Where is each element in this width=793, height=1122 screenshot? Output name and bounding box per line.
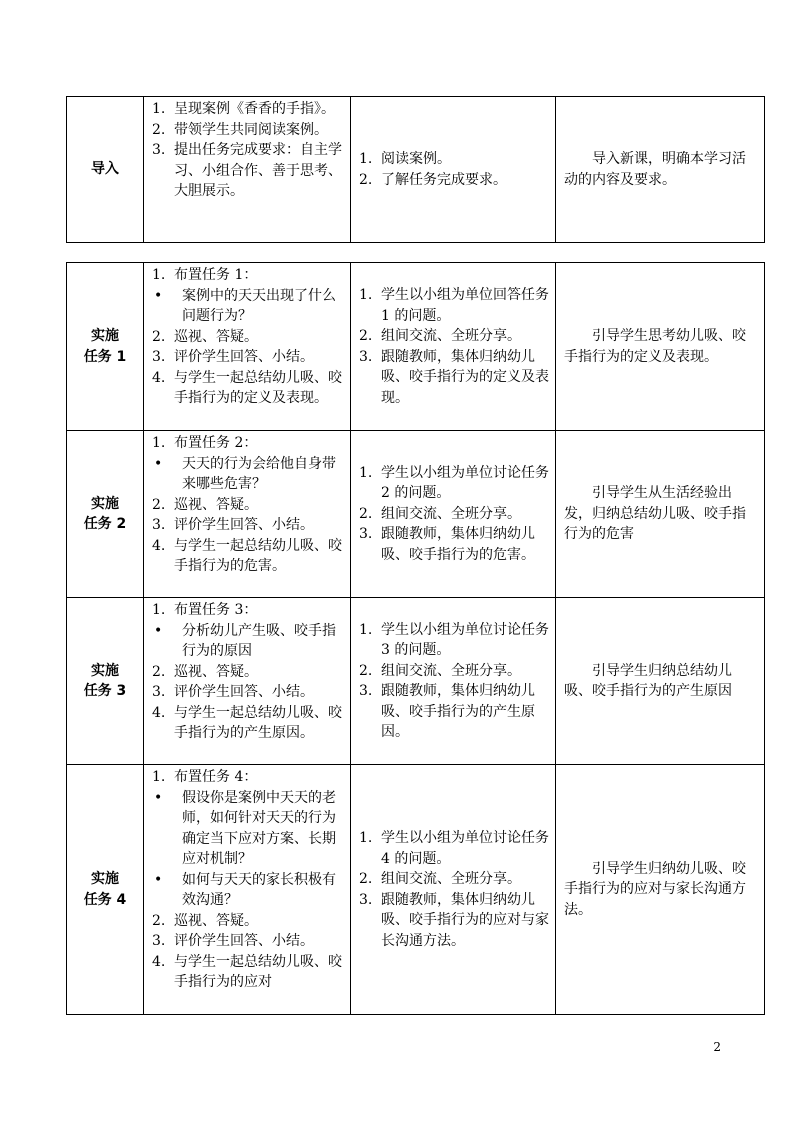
teacher-activity-cell xyxy=(144,431,351,598)
bullet-marker: • xyxy=(154,622,163,639)
list-item-text: 布置任务 2： xyxy=(174,435,258,451)
list-item-text: 假设你是案例中天天的老师，如何针对天天的行为确定当下应对方案、长期应对机制？ xyxy=(182,789,336,867)
list-item-text: 阅读案例。 xyxy=(381,151,451,167)
list-item-text: 组间交流、全班分享。 xyxy=(381,662,521,679)
stage-label: 实施 xyxy=(91,328,119,344)
list-item xyxy=(357,326,549,347)
purpose-text: 导入新课，明确本学习活动的内容及要求。 xyxy=(564,151,746,188)
list-number: 4. xyxy=(152,537,166,554)
list-number: 1. xyxy=(152,267,166,283)
list-item-text: 如何与天天的家长积极有效沟通？ xyxy=(182,871,336,908)
purpose-text: 引导学生归纳幼儿吸、咬手指行为的应对与家长沟通方法。 xyxy=(564,860,746,918)
stage-label: 实施 xyxy=(91,662,119,679)
list-item-text: 跟随教师，集体归纳幼儿吸、咬手指行为的应对与家长沟通方法。 xyxy=(381,891,549,949)
student-activity-cell xyxy=(351,431,556,598)
list-item-text: 学生以小组为单位讨论任务 4 的问题。 xyxy=(381,830,549,867)
purpose-cell xyxy=(556,263,765,431)
stage-label: 导入 xyxy=(91,161,119,178)
list-item-text: 学生以小组为单位讨论任务 3 的问题。 xyxy=(381,621,549,658)
list-item xyxy=(150,265,344,286)
list-item xyxy=(150,120,344,141)
list-item-text: 布置任务 1： xyxy=(174,267,258,283)
stage-cell xyxy=(67,765,144,1015)
page-number: 2 xyxy=(713,1040,721,1054)
list-item-text: 提出任务完成要求：自主学习、小组合作、善于思考、大胆展示。 xyxy=(174,142,342,199)
list-item-text: 巡视、答疑。 xyxy=(174,328,258,345)
list-item-text: 学生以小组为单位回答任务 1 的问题。 xyxy=(381,287,549,324)
intro-table xyxy=(66,96,765,243)
list-number: 3. xyxy=(359,526,373,543)
list-number: 2. xyxy=(152,121,166,138)
list-item xyxy=(357,149,549,170)
list-number: 1. xyxy=(152,435,166,451)
list-item xyxy=(150,140,344,202)
list-number: 2. xyxy=(359,871,373,887)
stage-cell xyxy=(67,598,144,765)
table-row xyxy=(67,765,765,1015)
list-item-text: 评价学生回答、小结。 xyxy=(174,349,314,365)
stage-cell xyxy=(67,263,144,431)
stage-cell xyxy=(67,431,144,598)
list-item-text: 布置任务 4： xyxy=(174,769,258,785)
list-item xyxy=(150,788,344,870)
list-item-text: 带领学生共同阅读案例。 xyxy=(174,121,328,138)
list-item-text: 跟随教师，集体归纳幼儿吸、咬手指行为的危害。 xyxy=(381,526,535,563)
list-item-text: 巡视、答疑。 xyxy=(174,496,258,513)
table-row xyxy=(67,431,765,598)
stage-label: 实施 xyxy=(91,871,119,887)
list-number: 3. xyxy=(152,933,166,949)
list-number: 2. xyxy=(152,663,166,680)
list-item xyxy=(150,703,344,744)
list-number: 1. xyxy=(359,830,373,846)
list-number: 1. xyxy=(359,151,373,167)
list-item xyxy=(357,661,549,682)
list-item xyxy=(150,682,344,703)
list-item xyxy=(150,495,344,516)
purpose-cell xyxy=(556,598,765,765)
list-item xyxy=(150,454,344,495)
list-number: 1. xyxy=(359,464,373,481)
stage-cell xyxy=(67,97,144,243)
list-item xyxy=(150,931,344,952)
teacher-activity-cell xyxy=(144,598,351,765)
student-activity-cell xyxy=(351,765,556,1015)
purpose-cell xyxy=(556,765,765,1015)
table-row xyxy=(67,263,765,431)
list-item xyxy=(357,170,549,191)
list-item-text: 学生以小组为单位讨论任务 2 的问题。 xyxy=(381,464,549,502)
list-item xyxy=(150,286,344,327)
list-item-text: 布置任务 3： xyxy=(174,602,258,618)
purpose-text: 引导学生归纳总结幼儿吸、咬手指行为的产生原因 xyxy=(564,662,732,699)
list-item-text: 跟随教师，集体归纳幼儿吸、咬手指行为的定义及表现。 xyxy=(381,348,549,406)
list-item-text: 巡视、答疑。 xyxy=(174,912,258,929)
list-item xyxy=(357,524,549,565)
list-number: 3. xyxy=(359,348,373,365)
stage-label: 实施 xyxy=(91,495,119,512)
list-number: 2. xyxy=(152,328,166,345)
teacher-activity-cell xyxy=(144,765,351,1015)
list-number: 3. xyxy=(152,142,166,158)
list-number: 4. xyxy=(152,704,166,721)
list-item-text: 巡视、答疑。 xyxy=(174,663,258,680)
list-number: 2. xyxy=(152,912,166,929)
list-item xyxy=(357,620,549,661)
list-item xyxy=(357,890,549,952)
list-item-text: 分析幼儿产生吸、咬手指行为的原因 xyxy=(182,622,336,659)
list-item xyxy=(150,621,344,662)
list-item xyxy=(150,515,344,536)
student-activity-cell xyxy=(351,598,556,765)
table-row xyxy=(67,598,765,765)
list-item-text: 评价学生回答、小结。 xyxy=(174,933,314,949)
list-item xyxy=(357,869,549,890)
purpose-cell xyxy=(556,97,765,243)
purpose-text: 引导学生从生活经验出发，归纳总结幼儿吸、咬手指行为的危害 xyxy=(564,485,746,543)
list-item xyxy=(150,536,344,577)
list-number: 2. xyxy=(152,496,166,513)
list-item xyxy=(150,952,344,993)
list-item xyxy=(357,504,549,525)
bullet-marker: • xyxy=(154,455,163,472)
list-number: 1. xyxy=(152,769,166,785)
list-item xyxy=(357,347,549,409)
bullet-marker: • xyxy=(154,287,163,304)
teacher-activity-cell xyxy=(144,97,351,243)
tasks-table xyxy=(66,262,765,1015)
list-item xyxy=(357,681,549,743)
list-item xyxy=(150,99,344,120)
list-item-text: 评价学生回答、小结。 xyxy=(174,684,314,700)
list-item-text: 跟随教师，集体归纳幼儿吸、咬手指行为的产生原因。 xyxy=(381,683,535,740)
list-item-text: 组间交流、全班分享。 xyxy=(381,328,521,344)
list-number: 3. xyxy=(152,684,166,700)
list-number: 2. xyxy=(359,171,373,188)
list-item-text: 了解任务完成要求。 xyxy=(381,171,507,188)
table-row xyxy=(67,97,765,243)
list-number: 2. xyxy=(359,505,373,522)
purpose-cell xyxy=(556,431,765,598)
list-item xyxy=(357,285,549,326)
bullet-marker: • xyxy=(154,789,163,806)
list-item-text: 案例中的天天出现了什么问题行为？ xyxy=(182,287,336,324)
list-item-text: 评价学生回答、小结。 xyxy=(174,517,314,533)
stage-label: 任务 4 xyxy=(83,891,127,908)
list-item xyxy=(150,870,344,911)
list-item-text: 与学生一起总结幼儿吸、咬手指行为的产生原因。 xyxy=(174,704,342,741)
stage-label: 任务 1 xyxy=(83,348,127,365)
list-number: 1. xyxy=(152,602,166,618)
list-item xyxy=(150,327,344,348)
list-number: 2. xyxy=(359,328,373,344)
purpose-text: 引导学生思考幼儿吸、咬手指行为的定义及表现。 xyxy=(564,328,746,365)
list-item-text: 组间交流、全班分享。 xyxy=(381,871,521,887)
bullet-marker: • xyxy=(154,871,163,888)
student-activity-cell xyxy=(351,263,556,431)
stage-label: 任务 2 xyxy=(83,516,127,532)
list-number: 3. xyxy=(152,349,166,365)
list-item xyxy=(150,347,344,368)
list-item xyxy=(357,828,549,869)
list-item xyxy=(150,911,344,932)
teacher-activity-cell xyxy=(144,263,351,431)
list-item-text: 与学生一起总结幼儿吸、咬手指行为的危害。 xyxy=(174,537,342,574)
list-number: 3. xyxy=(359,683,373,699)
list-number: 3. xyxy=(152,517,166,533)
list-number: 4. xyxy=(152,953,166,970)
list-item xyxy=(150,433,344,454)
list-item-text: 组间交流、全班分享。 xyxy=(381,505,521,522)
student-activity-cell xyxy=(351,97,556,243)
list-number: 4. xyxy=(152,369,166,386)
list-item xyxy=(150,368,344,409)
list-item-text: 与学生一起总结幼儿吸、咬手指行为的应对 xyxy=(174,953,342,990)
stage-label: 任务 3 xyxy=(83,683,127,699)
list-item xyxy=(357,463,549,504)
list-number: 1. xyxy=(359,287,373,303)
list-number: 2. xyxy=(359,662,373,679)
list-item xyxy=(150,600,344,621)
list-number: 3. xyxy=(359,891,373,908)
list-number: 1. xyxy=(359,621,373,638)
list-item xyxy=(150,767,344,788)
list-number: 1. xyxy=(152,101,166,117)
list-item-text: 天天的行为会给他自身带来哪些危害？ xyxy=(182,455,336,492)
list-item-text: 与学生一起总结幼儿吸、咬手指行为的定义及表现。 xyxy=(174,369,342,406)
list-item-text: 呈现案例《香香的手指》。 xyxy=(174,101,335,117)
list-item xyxy=(150,662,344,683)
